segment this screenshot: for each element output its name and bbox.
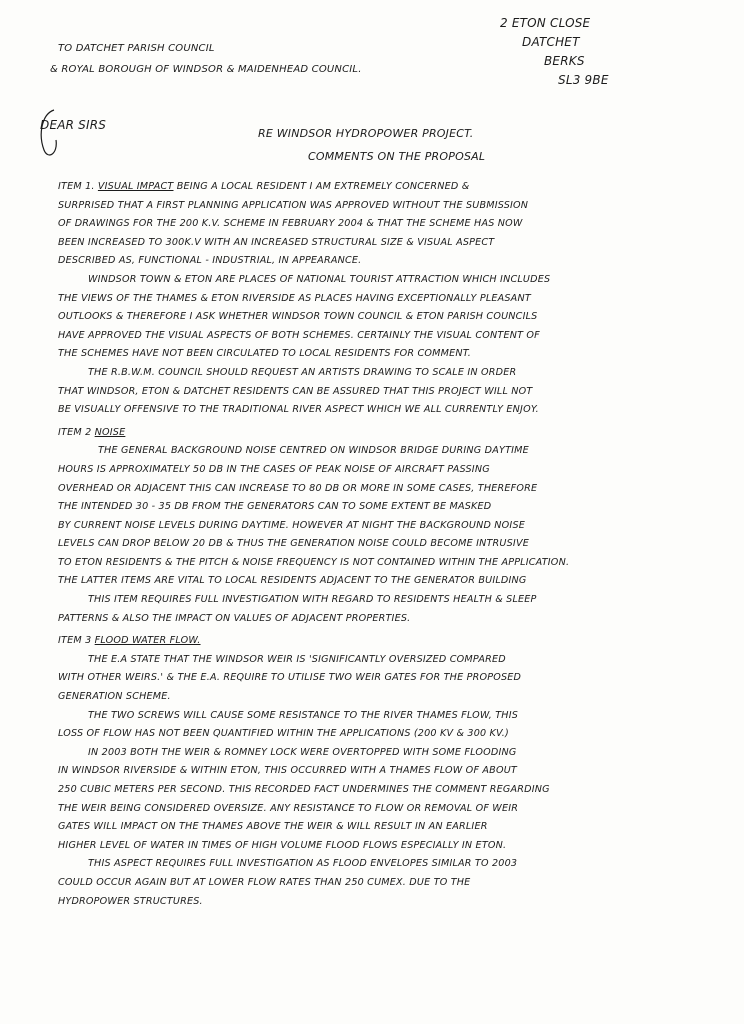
body-line: THE VIEWS OF THE THAMES & ETON RIVERSIDE AS PLACES HAVING EXCEPTIONALLY PLEASANT — [58, 292, 531, 304]
body-line: SURPRISED THAT A FIRST PLANNING APPLICATION WAS APPROVED WITHOUT THE SUBMISSION — [58, 199, 529, 211]
body-line: COULD OCCUR AGAIN BUT AT LOWER FLOW RATES THAN 250 CUMEX. DUE TO THE — [58, 876, 471, 888]
body-line: THE R.B.W.M. COUNCIL SHOULD REQUEST AN ARTISTS DRAWING TO SCALE IN ORDER — [88, 366, 517, 378]
body-line: HIGHER LEVEL OF WATER IN TIMES OF HIGH VOLUME FLOOD FLOWS ESPECIALLY IN ETON. — [58, 839, 507, 851]
body-line: DESCRIBED AS, FUNCTIONAL - INDUSTRIAL, IN APPEARANCE. — [58, 255, 362, 267]
body-line: LOSS OF FLOW HAS NOT BEEN QUANTIFIED WITHIN THE APPLICATIONS (200 KV & 300 KV.) — [58, 728, 509, 740]
body-line: OF DRAWINGS FOR THE 200 K.V. SCHEME IN FEBRUARY 2004 & THAT THE SCHEME HAS NOW — [58, 218, 523, 230]
body-line: LEVELS CAN DROP BELOW 20 DB & THUS THE GENERATION NOISE COULD BECOME INTRUSIVE — [58, 538, 529, 550]
letter-body — [58, 178, 742, 911]
body-line: TO ETON RESIDENTS & THE PITCH & NOISE FREQUENCY IS NOT CONTAINED WITHIN THE APPLICATION. — [58, 556, 570, 568]
body-line: THAT WINDSOR, ETON & DATCHET RESIDENTS CAN BE ASSURED THAT THIS PROJECT WILL NOT — [58, 385, 533, 397]
subject-line: RE WINDSOR HYDROPOWER PROJECT. — [258, 127, 474, 140]
body-line: THE LATTER ITEMS ARE VITAL TO LOCAL RESIDENTS ADJACENT TO THE GENERATOR BUILDING — [58, 575, 527, 587]
body-line — [58, 178, 742, 197]
body-line: OVERHEAD OR ADJACENT THIS CAN INCREASE TO 80 DB OR MORE IN SOME CASES, THEREFORE — [58, 482, 538, 494]
item-heading: VISUAL IMPACT — [97, 181, 174, 192]
item-text: BEING A LOCAL RESIDENT I AM EXTREMELY CONCERNED & — [173, 181, 470, 192]
body-line: HAVE APPROVED THE VISUAL ASPECTS OF BOTH SCHEMES. CERTAINLY THE VISUAL CONTENT OF — [58, 329, 540, 341]
body-line: THE WEIR BEING CONSIDERED OVERSIZE. ANY RESISTANCE TO FLOW OR REMOVAL OF WEIR — [58, 802, 519, 814]
body-line: HOURS IS APPROXIMATELY 50 DB IN THE CASES OF PEAK NOISE OF AIRCRAFT PASSING — [58, 463, 490, 475]
item-label: ITEM 1. — [58, 181, 98, 192]
body-line: THE INTENDED 30 - 35 DB FROM THE GENERATORS CAN TO SOME EXTENT BE MASKED — [58, 501, 492, 513]
item-label: ITEM 2 — [58, 426, 95, 438]
subject — [258, 122, 485, 168]
body-line: THIS ITEM REQUIRES FULL INVESTIGATION WITH REGARD TO RESIDENTS HEALTH & SLEEP — [88, 594, 537, 606]
body-line: THE E.A STATE THAT THE WINDSOR WEIR IS 'SIGNIFICANTLY OVERSIZED COMPARED — [88, 653, 506, 665]
body-line: 250 CUBIC METERS PER SECOND. THIS RECORDED FACT UNDERMINES THE COMMENT REGARDING — [58, 784, 550, 795]
body-line: HYDROPOWER STRUCTURES. — [58, 895, 203, 907]
body-line: PATTERNS & ALSO THE IMPACT ON VALUES OF ADJACENT PROPERTIES. — [58, 612, 411, 624]
body-line: THE SCHEMES HAVE NOT BEEN CIRCULATED TO LOCAL RESIDENTS FOR COMMENT. — [58, 348, 471, 360]
address-line: 2 ETON CLOSE — [500, 16, 591, 30]
item-heading: NOISE — [94, 426, 126, 438]
body-line: IN WINDSOR RIVERSIDE & WITHIN ETON, THIS OCCURRED WITH A THAMES FLOW OF ABOUT — [58, 765, 517, 777]
body-line: GENERATION SCHEME. — [58, 691, 171, 703]
body-line: BY CURRENT NOISE LEVELS DURING DAYTIME. HOWEVER AT NIGHT THE BACKGROUND NOISE — [58, 519, 526, 531]
body-line: OUTLOOKS & THEREFORE I ASK WHETHER WINDSOR TOWN COUNCIL & ETON PARISH COUNCILS — [58, 311, 538, 323]
body-line: BE VISUALLY OFFENSIVE TO THE TRADITIONAL RIVER ASPECT WHICH WE ALL CURRENTLY ENJOY. — [58, 404, 539, 416]
salutation: DEAR SIRS — [40, 118, 107, 132]
recipient-line: TO DATCHET PARISH COUNCIL — [58, 43, 215, 54]
body-line: BEEN INCREASED TO 300K.V WITH AN INCREASED STRUCTURAL SIZE & VISUAL ASPECT — [58, 236, 495, 248]
item-heading: FLOOD WATER FLOW. — [94, 635, 201, 647]
recipient-line: & ROYAL BOROUGH OF WINDSOR & MAIDENHEAD COUNCIL. — [50, 64, 362, 75]
body-line: THE TWO SCREWS WILL CAUSE SOME RESISTANCE TO THE RIVER THAMES FLOW, THIS — [88, 709, 519, 721]
address-line: BERKS — [544, 54, 585, 68]
body-line: WITH OTHER WEIRS.' & THE E.A. REQUIRE TO UTILISE TWO WEIR GATES FOR THE PROPOSED — [58, 672, 522, 684]
item-heading-row — [58, 424, 742, 443]
sender-address — [500, 14, 609, 90]
recipients — [50, 38, 362, 80]
item-heading-row — [58, 632, 742, 651]
body-line: THIS ASPECT REQUIRES FULL INVESTIGATION AS FLOOD ENVELOPES SIMILAR TO 2003 — [88, 858, 518, 870]
body-line: THE GENERAL BACKGROUND NOISE CENTRED ON WINDSOR BRIDGE DURING DAYTIME — [98, 445, 529, 457]
body-line: IN 2003 BOTH THE WEIR & ROMNEY LOCK WERE OVERTOPPED WITH SOME FLOODING — [88, 746, 517, 758]
address-line: SL3 9BE — [558, 73, 609, 87]
address-line: DATCHET — [522, 35, 580, 49]
item-label: ITEM 3 — [58, 635, 95, 647]
salutation-flourish — [36, 104, 66, 164]
body-line: GATES WILL IMPACT ON THE THAMES ABOVE THE WEIR & WILL RESULT IN AN EARLIER — [58, 821, 488, 833]
body-line: WINDSOR TOWN & ETON ARE PLACES OF NATIONAL TOURIST ATTRACTION WHICH INCLUDES — [88, 273, 551, 285]
subject-line: COMMENTS ON THE PROPOSAL — [308, 150, 486, 163]
